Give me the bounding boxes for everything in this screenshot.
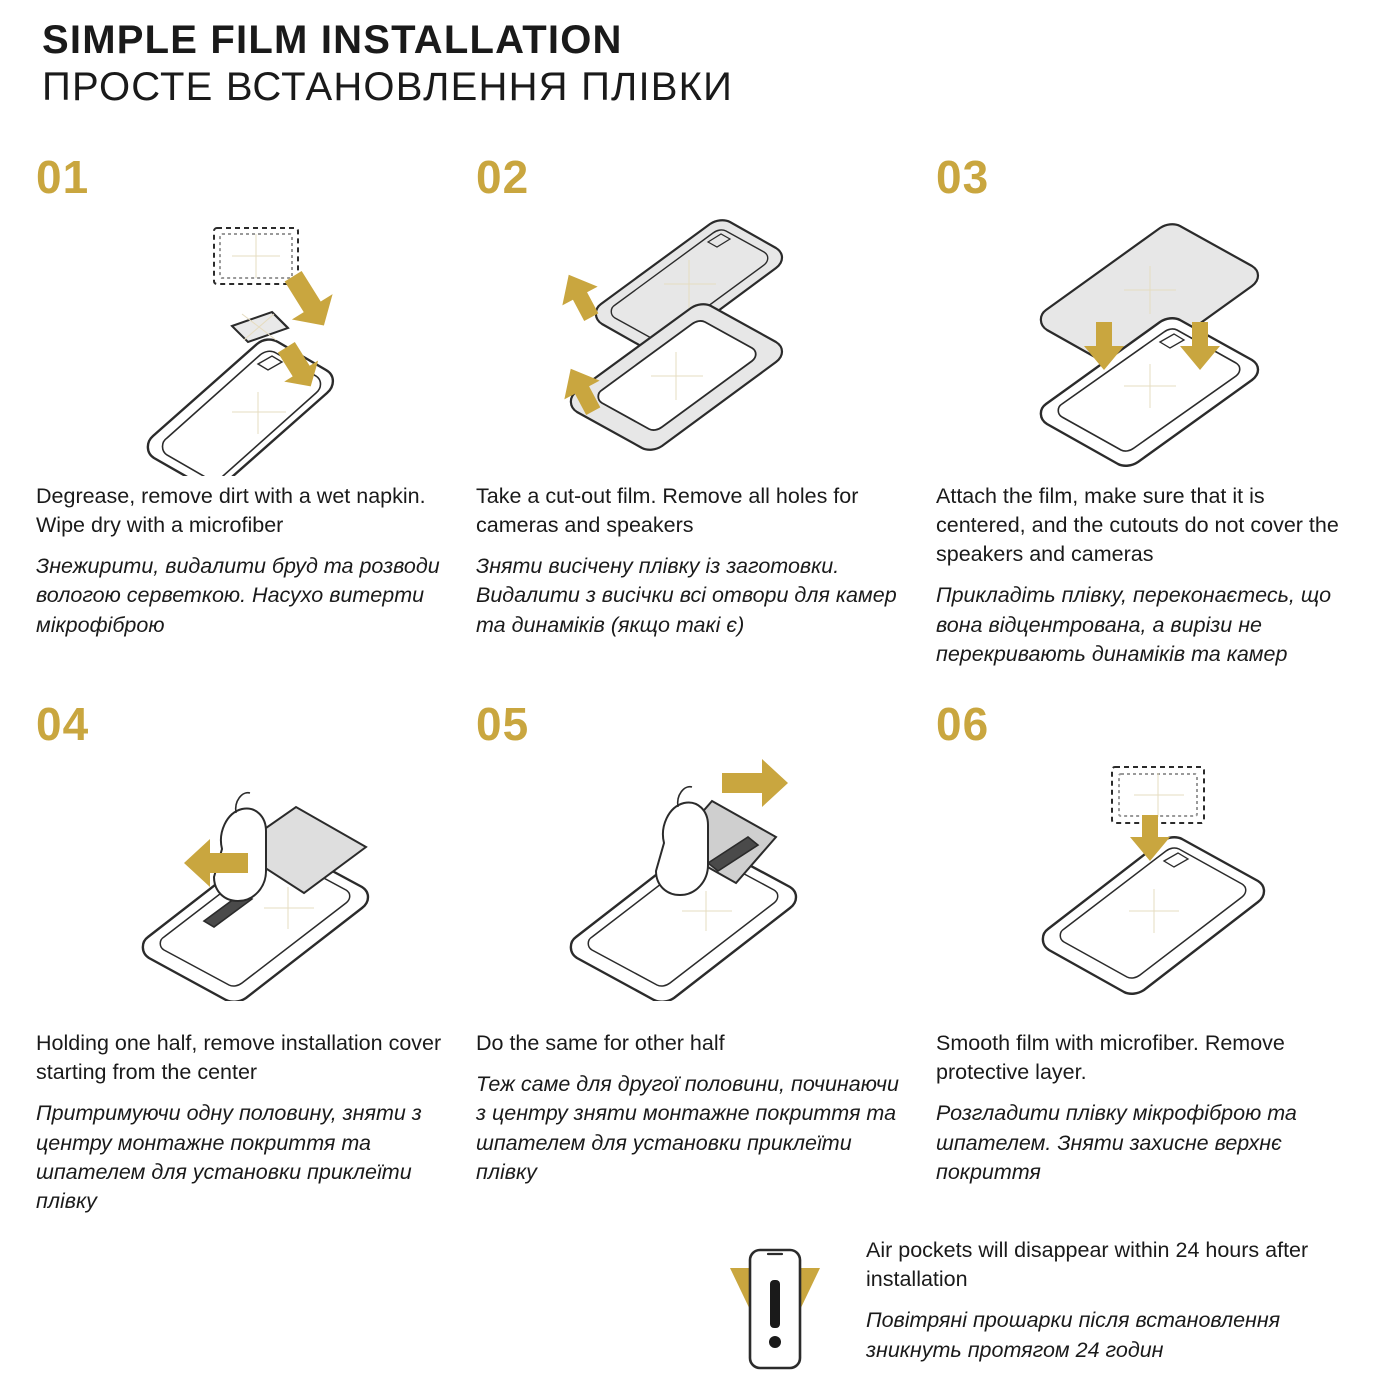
step-illustration-02 <box>476 204 914 476</box>
step-number-05: 05 <box>476 698 530 750</box>
step-number-03: 03 <box>936 150 990 203</box>
step-text-en-05: Do the same for other half <box>476 1031 725 1055</box>
step-number-02: 02 <box>476 150 530 203</box>
step-card-02 <box>476 150 936 669</box>
step-text-en-06: Smooth film with microfiber. Remove protective layer. <box>936 1031 1285 1085</box>
step-text-en-01: Degrease, remove dirt with a wet napkin. Wipe dry with a microfiber <box>36 483 426 537</box>
step-text-en-02: Take a cut-out film. Remove all holes for cameras and speakers <box>476 483 859 537</box>
step-text-uk-06: Розгладити плівку мікрофіброю та шпателем. Зняти захисне верхнє покриття <box>936 1101 1297 1184</box>
steps-grid <box>0 150 1400 1217</box>
cut-out-film-icon <box>476 204 896 476</box>
warning-phone-icon <box>700 1234 850 1389</box>
step-card-03 <box>936 150 1376 669</box>
step-illustration-01 <box>36 204 454 476</box>
footer-text-uk: Повітряні прошарки після встановлення зникнуть протягом 24 годин <box>866 1308 1281 1362</box>
step-illustration-03 <box>936 204 1354 476</box>
step-text-en-04: Holding one half, remove installation cover starting from the center <box>36 1031 442 1085</box>
step-card-04 <box>36 698 476 1216</box>
step-card-06 <box>936 698 1376 1216</box>
step-card-05 <box>476 698 936 1216</box>
page-header <box>0 0 1400 110</box>
footer-text-en: Air pockets will disappear within 24 hours after installation <box>866 1238 1309 1292</box>
step-text-uk-05: Теж саме для другої половини, починаючи з центру зняти монтажне покриття та шпателем для установки приклеїти плівку <box>476 1072 899 1184</box>
step-card-01 <box>36 150 476 669</box>
footer-note <box>700 1232 1360 1389</box>
step-text-uk-02: Зняти висічену плівку із заготовки. Видалити з висічки всі отвори для камер та динаміків (якщо такі є) <box>476 554 897 637</box>
footer-text-block <box>866 1232 1360 1365</box>
remove-cover-other-half-icon <box>476 751 896 1001</box>
step-number-06: 06 <box>936 698 990 750</box>
step-illustration-06 <box>936 751 1354 1023</box>
attach-film-icon <box>936 204 1356 476</box>
step-number-04: 04 <box>36 698 90 750</box>
remove-cover-half-icon <box>36 751 456 1001</box>
step-illustration-05 <box>476 751 914 1023</box>
page-title-en: SIMPLE FILM INSTALLATION <box>42 18 623 62</box>
step-text-uk-03: Прикладіть плівку, переконаєтесь, що вона відцентрована, а вирізи не перекривають динаміків та камер <box>936 583 1332 666</box>
smooth-film-microfiber-icon <box>936 751 1356 1001</box>
page-title-uk: ПРОСТЕ ВСТАНОВЛЕННЯ ПЛІВКИ <box>42 64 734 109</box>
step-number-01: 01 <box>36 150 90 203</box>
step-illustration-04 <box>36 751 454 1023</box>
step-text-uk-04: Притримуючи одну половину, зняти з центру монтажне покриття та шпателем для установки приклеїти плівку <box>36 1101 422 1214</box>
step-text-en-03: Attach the film, make sure that it is centered, and the cutouts do not cover the speakers and cameras <box>936 483 1339 567</box>
step-text-uk-01: Знежирити, видалити бруд та розводи вологою серветкою. Насухо витерти мікрофіброю <box>36 554 440 637</box>
phone-with-napkin-icon <box>36 204 436 476</box>
